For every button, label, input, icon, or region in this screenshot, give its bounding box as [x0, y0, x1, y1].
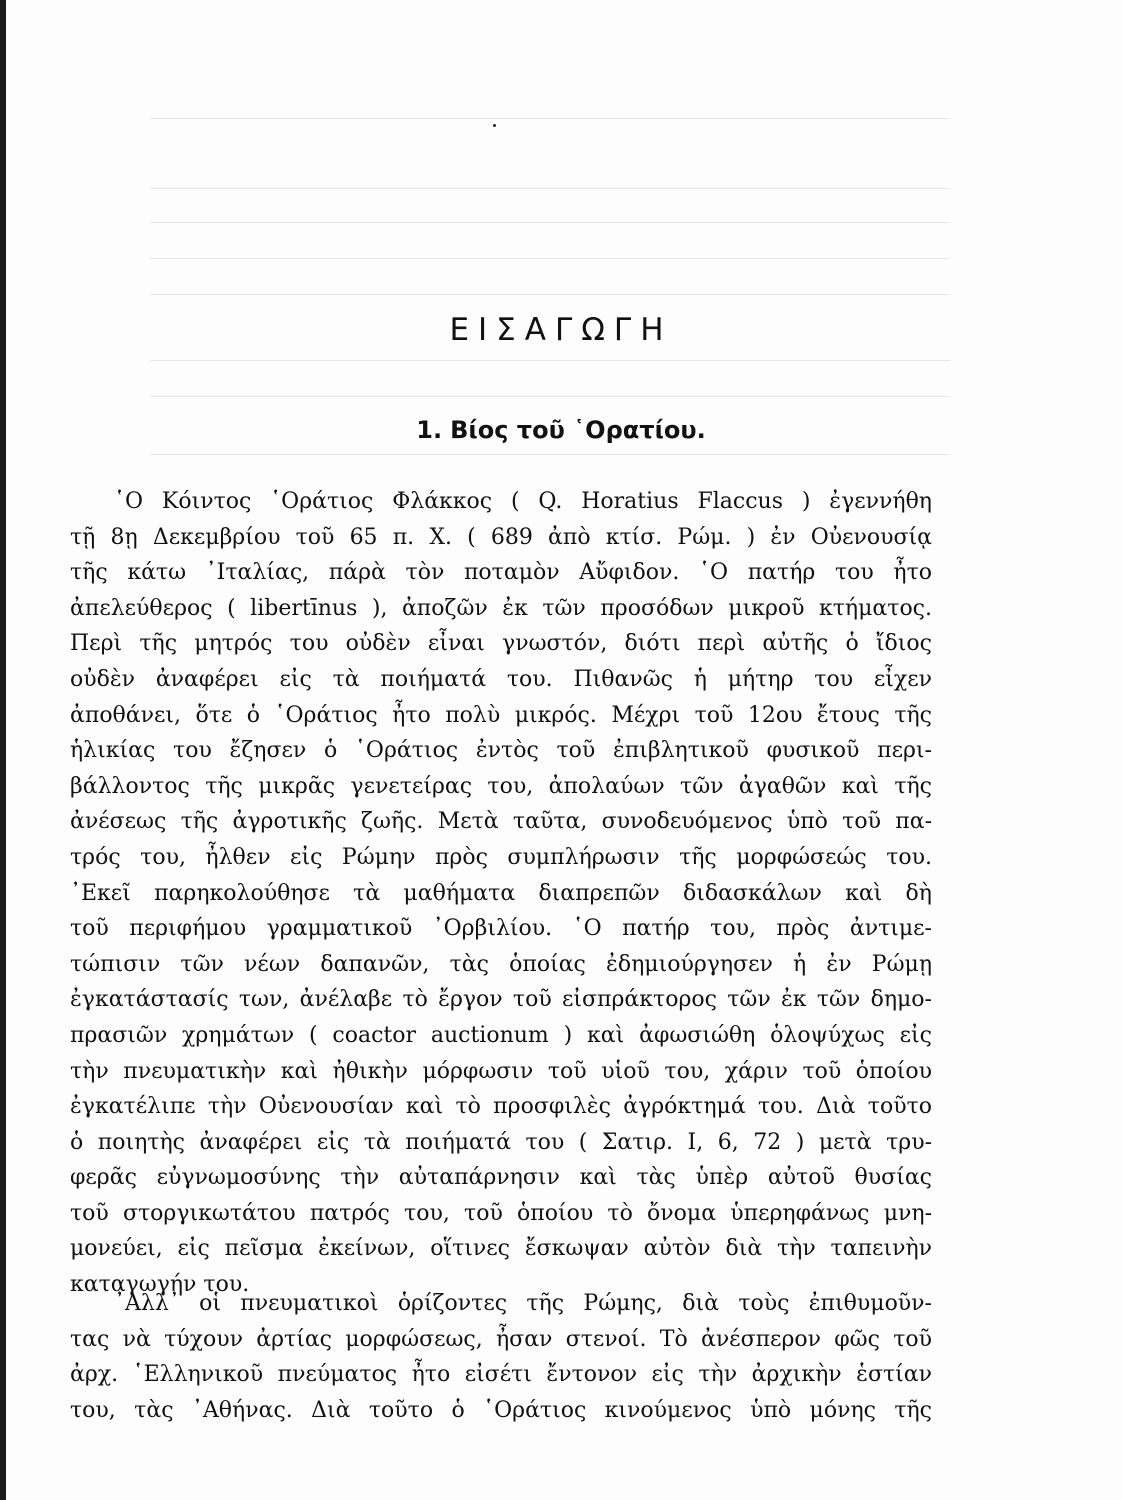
show-through-line — [150, 222, 950, 223]
text-line: τῆς κάτω ᾿Ιταλίας, πάρὰ τὸν ποταμὸν Αὔφιδον. ῾Ο πατήρ του ἦτο — [70, 560, 932, 586]
text-line: ἐγκατάστασίς των, ἀνέλαβε τὸ ἔργον τοῦ εἰσπράκτορος τῶν ἐκ τῶν δημο- — [70, 987, 932, 1013]
text-line: τώπισιν τῶν νέων δαπανῶν, τὰς ὁποίας ἐδημιούργησεν ἡ ἐν Ρώμῃ — [70, 951, 932, 977]
text-line: βάλλοντος τῆς μικρᾶς γενετείρας του, ἀπολαύων τῶν ἀγαθῶν καὶ τῆς — [70, 773, 932, 799]
text-line: τὴν πνευματικὴν καὶ ἠθικὴν μόρφωσιν τοῦ υἱοῦ του, χάριν τοῦ ὁποίου — [70, 1058, 932, 1084]
paragraph — [70, 484, 932, 1303]
text-line: ἡλικίας του ἔζησεν ὁ ῾Οράτιος ἐντὸς τοῦ ἐπιβλητικοῦ φυσικοῦ περι- — [70, 738, 932, 764]
show-through-line — [150, 118, 950, 119]
text-line: πρασιῶν χρημάτων ( coactor auctionum ) καὶ ἀφωσιώθη ὁλοψύχως εἰς — [70, 1022, 932, 1048]
show-through-line — [150, 294, 950, 295]
text-line: Περὶ τῆς μητρός του οὐδὲν εἶναι γνωστόν, διότι περὶ αὐτῆς ὁ ἴδιος — [70, 631, 932, 657]
text-line: οὐδὲν ἀναφέρει εἰς τὰ ποιήματά του. Πιθανῶς ἡ μήτηρ του εἶχεν — [70, 666, 932, 692]
text-line: τῇ 8ῃ Δεκεμβρίου τοῦ 65 π. Χ. ( 689 ἀπὸ κτίσ. Ρώμ. ) ἐν Οὐενουσίᾳ — [70, 524, 932, 550]
show-through-line — [150, 188, 950, 189]
text-line: ῾Ο Κόιντος ῾Οράτιος Φλάκκος ( Q. Horatius Flaccus ) ἐγεννήθη — [114, 489, 932, 514]
show-through-line — [150, 396, 950, 397]
text-line: τας νὰ τύχουν ἀρτίας μορφώσεως, ἦσαν στενοί. Τὸ ἀνέσπερον φῶς τοῦ — [70, 1326, 932, 1352]
text-line: ἀποθάνει, ὅτε ὁ ῾Οράτιος ἦτο πολὺ μικρός. Μέχρι τοῦ 12ου ἔτους τῆς — [70, 702, 932, 728]
text-line: ἀνέσεως τῆς ἀγροτικῆς ζωῆς. Μετὰ ταῦτα, συνοδευόμενος ὑπὸ τοῦ πα- — [70, 809, 932, 835]
show-through-line — [150, 454, 950, 455]
paragraph — [70, 1286, 932, 1428]
text-line: τοῦ περιφήμου γραμματικοῦ ᾿Ορβιλίου. ῾Ο πατήρ του, πρὸς ἀντιμε- — [70, 916, 932, 942]
text-line: τοῦ στοργικωτάτου πατρός του, τοῦ ὁποίου τὸ ὄνομα ὑπερηφάνως μνη- — [70, 1200, 932, 1226]
text-line: ᾿Αλλ᾿ οἱ πνευματικοὶ ὁρίζοντες τῆς Ρώμης, διὰ τοὺς ἐπιθυμοῦν- — [114, 1291, 932, 1316]
text-line: καταγωγήν του. — [70, 1272, 250, 1298]
text-line: ἀπελεύθερος ( libertīnus ), ἀποζῶν ἐκ τῶν προσόδων μικροῦ κτήματος. — [70, 595, 932, 621]
text-line: ἐγκατέλιπε τὴν Οὐενουσίαν καὶ τὸ προσφιλὲς ἀγρόκτημά του. Διὰ τοῦτο — [70, 1094, 932, 1120]
section-number: 1. — [416, 416, 443, 444]
text-line: ἀρχ. ῾Ελληνικοῦ πνεύματος ἦτο εἰσέτι ἔντονον εἰς τὴν ἀρχικὴν ἑστίαν — [70, 1362, 932, 1388]
show-through-line — [150, 360, 950, 361]
section-heading — [0, 416, 1122, 444]
text-line: μονεύει, εἰς πεῖσμα ἐκείνων, οἵτινες ἔσκωψαν αὐτὸν διὰ τὴν ταπεινὴν — [70, 1236, 932, 1262]
page-edge-shadow — [0, 0, 6, 1500]
chapter-title: ΕΙΣΑΓΩΓΗ — [449, 312, 673, 348]
text-line: ᾿Εκεῖ παρηκολούθησε τὰ μαθήματα διαπρεπῶν διδασκάλων καὶ δὴ — [70, 880, 932, 906]
text-line: ὁ ποιητὴς ἀναφέρει εἰς τὰ ποιήματά του ( Σατιρ. I, 6, 72 ) μετὰ τρυ- — [70, 1129, 932, 1155]
section-name: Βίος τοῦ ῾Ορατίου. — [450, 416, 706, 444]
print-speck — [493, 124, 496, 127]
text-line: φερᾶς εὐγνωμοσύνης τὴν αὐταπάρνησιν καὶ τὰς ὑπὲρ αὐτοῦ θυσίας — [70, 1165, 932, 1191]
show-through-line — [150, 258, 950, 259]
text-line: τρός του, ἦλθεν εἰς Ρώμην πρὸς συμπλήρωσιν τῆς μορφώσεώς του. — [70, 844, 932, 870]
text-line: του, τὰς ᾿Αθήνας. Διὰ τοῦτο ὁ ῾Οράτιος κινούμενος ὑπὸ μόνης τῆς — [70, 1397, 932, 1423]
